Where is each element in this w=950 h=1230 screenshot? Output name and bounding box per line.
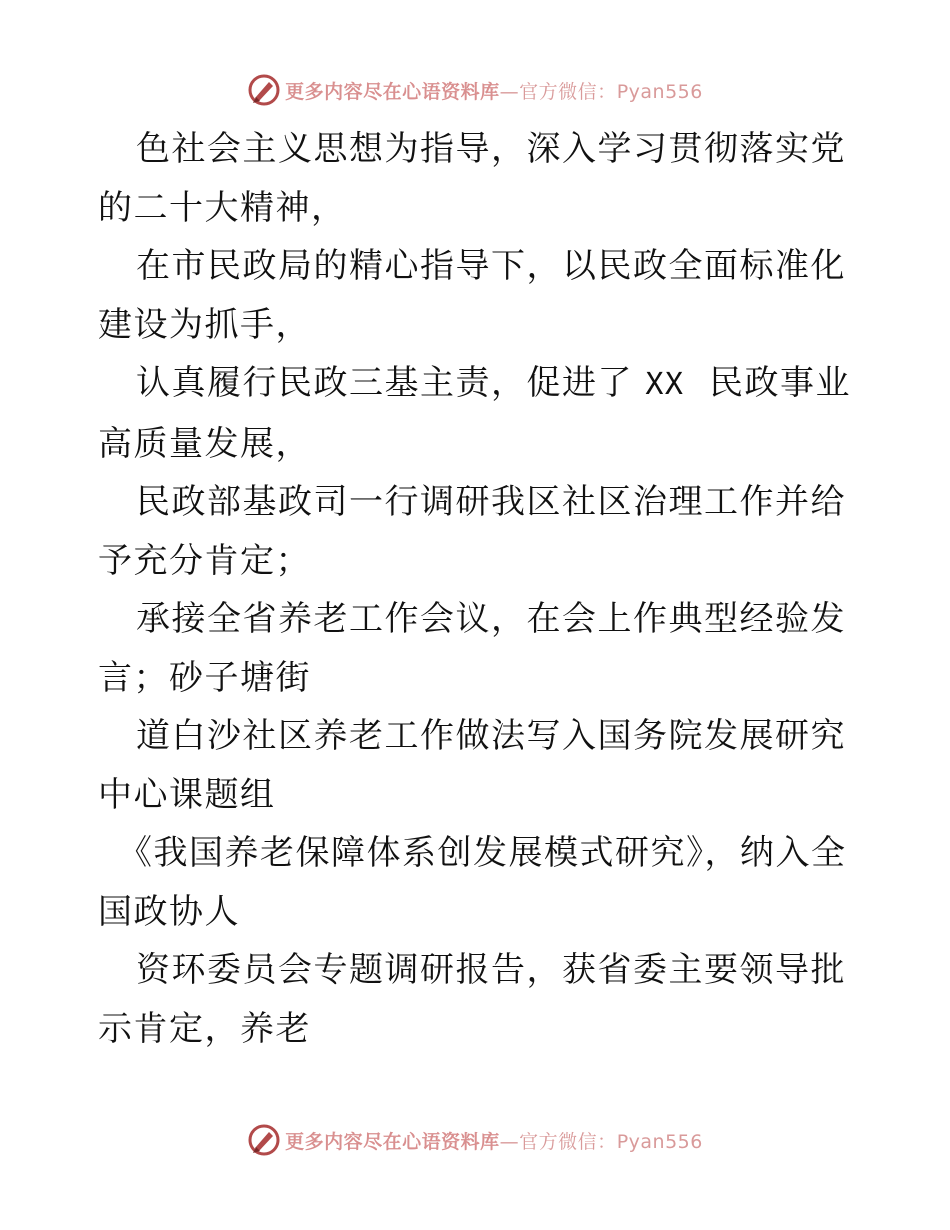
header-watermark	[0, 70, 950, 110]
document-body	[98, 120, 858, 1058]
paragraph: 在市民政局的精心指导下，以民政全面标准化建设为抓手，	[98, 246, 846, 345]
watermark-dash: —	[499, 80, 520, 103]
pen-logo-icon	[247, 1123, 281, 1157]
footer-watermark	[0, 1120, 950, 1160]
paragraph: 道白沙社区养老工作做法写入国务院发展研究中心课题组	[98, 716, 846, 815]
watermark-wechat-label: 官方微信：	[519, 80, 617, 103]
paragraph: 认真履行民政三基主责，促进了 XX 民政事业高质量发展，	[98, 363, 852, 464]
watermark-wechat-id: Pyan556	[616, 80, 703, 103]
watermark-brand: 更多内容尽在心语资料库	[285, 80, 500, 103]
paragraph: 《我国养老保障体系创发展模式研究》，纳入全国政协人	[98, 833, 847, 932]
paragraph: 资环委员会专题调研报告，获省委主要领导批示肯定，养老	[98, 950, 846, 1049]
paragraph: 承接全省养老工作会议，在会上作典型经验发言；砂子塘街	[98, 599, 846, 698]
paragraph: 色社会主义思想为指导，深入学习贯彻落实党的二十大精神，	[98, 129, 846, 228]
watermark-text	[285, 77, 703, 104]
pen-logo-icon	[247, 73, 281, 107]
watermark-text	[285, 1127, 703, 1154]
paragraph: 民政部基政司一行调研我区社区治理工作并给予充分肯定；	[98, 482, 846, 581]
watermark-dash: —	[499, 1130, 520, 1153]
watermark-brand: 更多内容尽在心语资料库	[285, 1130, 500, 1153]
watermark-wechat-label: 官方微信：	[519, 1130, 617, 1153]
watermark-wechat-id: Pyan556	[616, 1130, 703, 1153]
